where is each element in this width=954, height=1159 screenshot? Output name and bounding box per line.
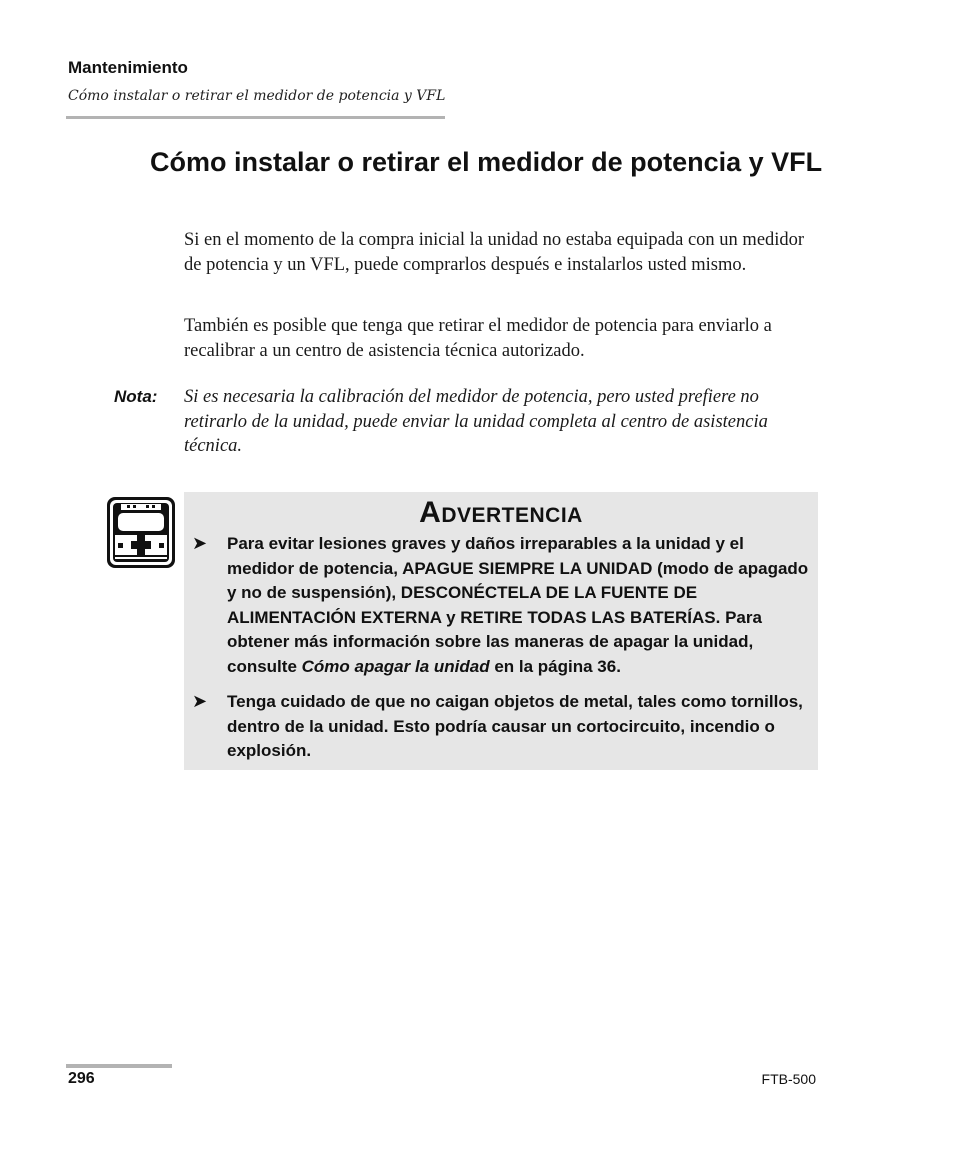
page-number: 296: [68, 1070, 95, 1087]
product-name: FTB-500: [761, 1071, 816, 1087]
running-header-section: Mantenimiento: [68, 58, 188, 77]
warning-item-1-lead: Para evitar lesiones graves y daños irreparables a la unidad y el medidor de potencia, APAGUE SIEMPRE LA UNIDAD (modo de apagado y no de suspensión), DESCONÉCTELA DE LA FUENTE DE ALIMENTACIÓN EXTERNA y RETIRE TODAS LAS BATERÍAS. Para obtener más información sobre las maneras de apagar la unidad, consulte: [227, 534, 809, 676]
cross-reference: Cómo apagar la unidad: [301, 656, 490, 676]
note-text: Si es necesaria la calibración del medidor de potencia, pero usted prefiere no retirarlo de la unidad, puede enviar la unidad completa al centro de asistencia técnica.: [184, 387, 768, 456]
footer-rule: [66, 1064, 172, 1068]
header-rule: [66, 116, 445, 119]
warning-box: [184, 492, 818, 770]
warning-item-2-text: Tenga cuidado de que no caigan objetos de metal, tales como tornillos, dentro de la unidad. Esto podría causar un cortocircuito, incendio o explosión.: [227, 692, 803, 760]
page-title: Cómo instalar o retirar el medidor de potencia y VFL: [150, 147, 823, 177]
ambulance-warning-icon: [107, 497, 175, 568]
running-header-subtitle: Cómo instalar o retirar el medidor de potencia y VFL: [68, 88, 446, 104]
warning-item-1-text: [227, 532, 812, 679]
bullet-arrow-icon: ➤: [192, 533, 208, 554]
body-paragraph-1: Si en el momento de la compra inicial la unidad no estaba equipada con un medidor de potencia y un VFL, puede comprarlos después e instalarlos usted mismo.: [184, 230, 805, 275]
note-label: Nota:: [114, 387, 158, 406]
body-paragraph-2: También es posible que tenga que retirar el medidor de potencia para enviarlo a recalibrar a un centro de asistencia técnica autorizado.: [184, 316, 772, 361]
warning-title: Advertencia: [419, 496, 583, 529]
bullet-arrow-icon: ➤: [192, 691, 208, 712]
warning-item-1-tail: en la página 36.: [489, 656, 621, 676]
